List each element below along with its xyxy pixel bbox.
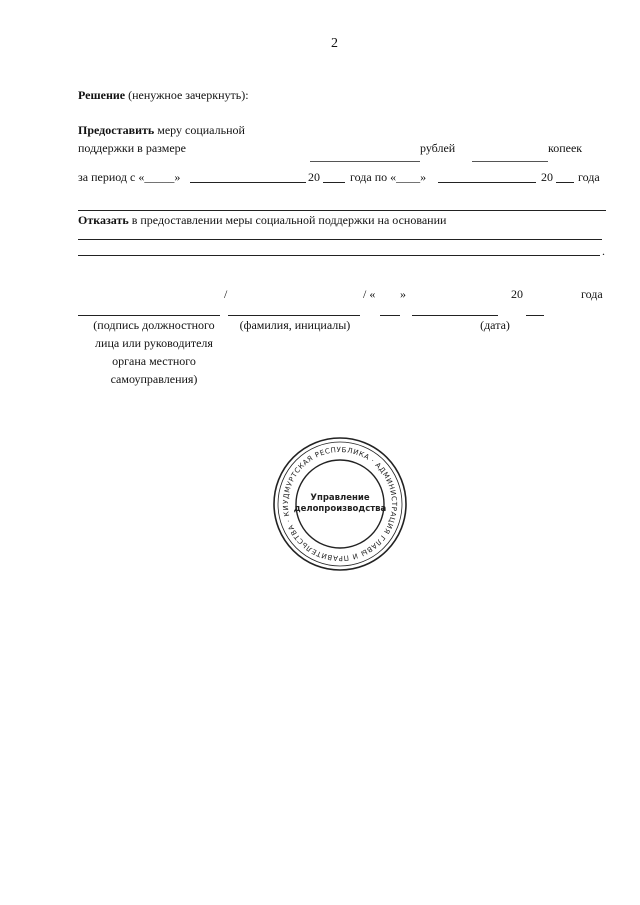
- period-from-text: за период с «_____»: [78, 170, 181, 184]
- caption-signature-line-2: лица или руководителя: [95, 336, 213, 350]
- period-from-blank: [190, 182, 306, 183]
- period-year-a-blank: [323, 182, 345, 183]
- caption-date: (дата): [480, 318, 510, 332]
- period-year-a: 20: [308, 170, 320, 184]
- stamp-center-line-2: делопроизводства: [293, 504, 387, 514]
- rubles-label: рублей: [420, 141, 456, 155]
- decision-label: Решение: [78, 88, 126, 102]
- refuse-heading: [78, 213, 446, 228]
- year-line: [526, 315, 544, 316]
- caption-signature-line-4: самоуправления): [110, 372, 198, 386]
- caption-signature-line-1: (подпись должностного: [93, 318, 215, 332]
- grant-label-rest: меру социальной: [157, 123, 245, 137]
- period-year-b: 20: [541, 170, 553, 184]
- period-year-suffix: года: [578, 170, 600, 184]
- caption-name: (фамилия, инициалы): [239, 318, 351, 332]
- period-to-text: года по «____»: [350, 170, 427, 184]
- signature-slash-1: /: [224, 287, 228, 301]
- stamp-seal-icon: [272, 436, 408, 572]
- caption-signature-line-3: органа местного: [112, 354, 196, 368]
- signature-quote-close: »: [400, 287, 406, 301]
- official-stamp: [272, 436, 408, 572]
- refuse-label-rest: в предоставлении меры социальной поддержки на основании: [131, 213, 447, 227]
- refuse-label: Отказать: [78, 213, 129, 227]
- day-line: [380, 315, 400, 316]
- refuse-reason-line-2: [78, 255, 600, 256]
- kopecks-label: копеек: [548, 141, 583, 155]
- page-number: 2: [331, 36, 338, 51]
- signature-year-word: года: [581, 287, 603, 301]
- grant-amount-text: поддержки в размере: [78, 141, 186, 155]
- kopecks-amount-line: [472, 161, 548, 162]
- decision-note: (ненужное зачеркнуть):: [128, 88, 249, 102]
- refuse-end-period: .: [602, 244, 605, 258]
- period-to-blank: [438, 182, 536, 183]
- stamp-center-line-1: Управление: [310, 493, 370, 503]
- decision-heading: [78, 88, 249, 103]
- rubles-amount-line: [310, 161, 420, 162]
- stamp-ring-text: УДМУРТСКАЯ РЕСПУБЛИКА · АДМИНИСТРАЦИЯ ГЛАВЫ И ПРАВИТЕЛЬСТВА · КИ: [281, 445, 399, 563]
- signature-slash-2: / «: [363, 287, 376, 301]
- period-year-b-blank: [556, 182, 574, 183]
- signature-year-20: 20: [511, 287, 523, 301]
- grant-label: Предоставить: [78, 123, 155, 137]
- caption-signature: [74, 316, 234, 388]
- grant-heading: [78, 123, 245, 138]
- refuse-reason-line-1: [78, 239, 602, 240]
- separator-line: [78, 210, 606, 211]
